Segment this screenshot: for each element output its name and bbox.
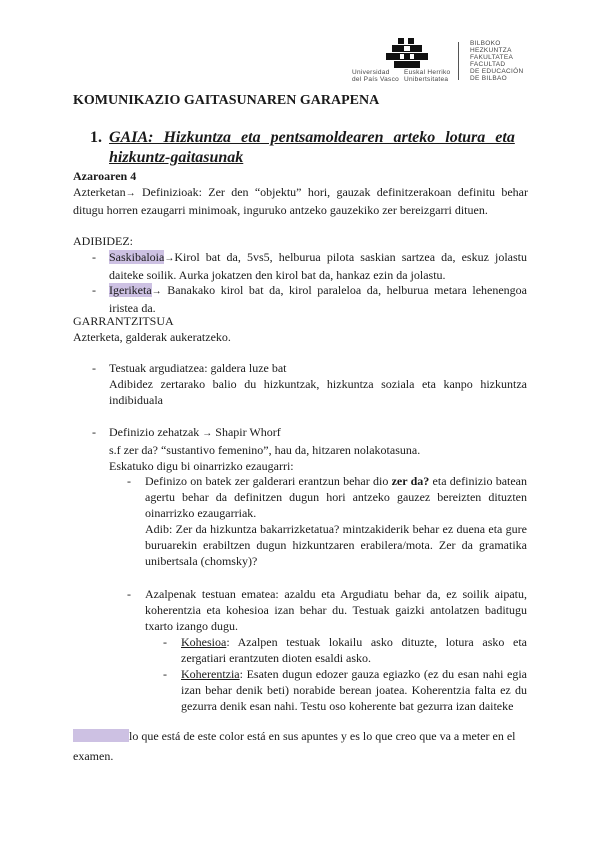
example-term-igeriketa: Igeriketa bbox=[109, 283, 152, 297]
section-number: 1. bbox=[90, 129, 102, 146]
example-text-1: Kirol bat da, 5vs5, helburua pilota saskian sartzea da, eskuz jolastu bbox=[174, 250, 527, 264]
document-title: KOMUNIKAZIO GAITASUNAREN GARAPENA bbox=[73, 93, 380, 108]
definizo-text-c: eta definizio batean bbox=[429, 474, 528, 488]
faculty-name bbox=[470, 40, 550, 82]
kohesioa-text-2: zergatiari erantzuten dioten esaldi asko. bbox=[181, 651, 372, 665]
adibidez-label: ADIBIDEZ: bbox=[73, 234, 133, 248]
azalpenak-line1: Azalpenak testuan ematea: azaldu eta Argudiatu behar da, ez soilik aipatu, bbox=[145, 587, 527, 601]
definizo-line5: buruarekin erabiltzen dugun hizkuntzaren erabilera/mota. Zer da gramatika bbox=[145, 538, 527, 552]
bullet-testuak-line2: Adibidez zertarako balio du hizkuntzak, hizkuntza soziala eta kanpo hizkuntza bbox=[109, 377, 527, 391]
list-dash: - bbox=[163, 635, 167, 649]
azterketan-text-1: Definizioak: Zer den “objektu” hori, gauzak definitzerakoan definitu behar bbox=[135, 185, 528, 199]
definizio-line2: s.f zer da? “sustantivo femenino”, hau da, hitzaren nolakotasuna. bbox=[109, 443, 421, 457]
arrow-icon: → bbox=[151, 286, 162, 297]
arrow-icon: → bbox=[164, 253, 175, 264]
definizio-text-a: Definizio zehatzak bbox=[109, 425, 203, 439]
bullet-testuak-line3: indibiduala bbox=[109, 393, 163, 407]
definizo-text-b: zer da? bbox=[391, 474, 430, 488]
example-text-4: iristea da. bbox=[109, 301, 156, 315]
university-emblem-icon bbox=[384, 38, 430, 68]
kohesioa-text-1: : Azalpen testuak lokailu asko dituzte, lotura asko eta bbox=[226, 635, 527, 649]
color-legend-text bbox=[129, 728, 529, 744]
example-term-saskibaloia: Saskibaloia bbox=[109, 250, 165, 264]
koherentzia-term: Koherentzia bbox=[181, 667, 240, 681]
legend-line-2: examen. bbox=[73, 749, 114, 763]
definizo-text-a: Definizo on batek zer galderari erantzun behar dio bbox=[145, 474, 392, 488]
definizo-line6: unibertsala (chomsky)? bbox=[145, 554, 258, 568]
sub-bullet-azalpenak bbox=[145, 586, 527, 634]
university-name-es-1: Universidad bbox=[352, 69, 390, 76]
faculty-line-0: BILBOKO bbox=[470, 40, 501, 47]
header-divider bbox=[458, 42, 459, 80]
arrow-icon: → bbox=[125, 188, 136, 199]
faculty-line-2: FAKULTATEA bbox=[470, 54, 514, 61]
bullet-definizio bbox=[109, 424, 527, 474]
definizo-line4: Adib: Zer da hizkuntza bakarrizketatua? mintzakiderik behar ez duena eta gure bbox=[145, 522, 527, 536]
sub-bullet-definizo bbox=[145, 473, 527, 569]
section-heading-line2: hizkuntz-gaitasunak bbox=[109, 149, 244, 166]
definizo-line3: oinarrizko ezaugarriak. bbox=[145, 506, 257, 520]
university-name-eu-1: Euskal Herriko bbox=[404, 69, 451, 76]
definizio-text-b: Shapir Whorf bbox=[212, 425, 281, 439]
definizio-line3: Eskatuko digu bi oinarrizko ezaugarri: bbox=[109, 459, 294, 473]
bullet-testuak-line1: Testuak argudiatzea: galdera luze bat bbox=[109, 361, 287, 375]
koherentzia-text-1: : Esaten dugun edozer gauza egiazko (ez du esan nahi egia bbox=[239, 667, 527, 681]
example-igeriketa bbox=[109, 282, 527, 316]
azterketan-text-2: ditugu horren ezaugarri minimoak, inguruko antzeko gauzekiko zer bereizgarri dituen. bbox=[73, 203, 488, 217]
section-heading-line1: GAIA: Hizkuntza eta pentsamoldearen arteko lotura eta bbox=[109, 129, 515, 146]
list-dash: - bbox=[92, 425, 96, 439]
faculty-line-4: DE EDUCACIÓN bbox=[470, 68, 524, 75]
legend-line-1: lo que está de este color está en sus apuntes y es lo que creo que va a meter en el bbox=[129, 729, 516, 743]
koherentzia-text-3: gezurra denik esan nahi. Testu oso koherente bat gezurra izan daiteke bbox=[181, 699, 514, 713]
azalpenak-line3: txarto izango dugu. bbox=[145, 619, 238, 633]
list-dash: - bbox=[92, 250, 96, 264]
kohesioa-term: Kohesioa bbox=[181, 635, 227, 649]
garrantzitsua-text: Azterketa, galderak aukeratzeko. bbox=[73, 330, 231, 344]
color-legend-swatch bbox=[73, 729, 129, 742]
azterketan-label: Azterketan bbox=[73, 185, 126, 199]
list-dash: - bbox=[92, 361, 96, 375]
list-dash: - bbox=[127, 587, 131, 601]
azterketan-paragraph bbox=[73, 184, 528, 218]
sub-sub-bullet-kohesioa bbox=[181, 634, 527, 666]
faculty-line-5: DE BILBAO bbox=[470, 75, 508, 82]
koherentzia-text-2: izan behar denik beti) norabide berean joatea. Koherentzia falta ez du bbox=[181, 683, 527, 697]
list-dash: - bbox=[127, 474, 131, 488]
example-saskibaloia bbox=[109, 249, 527, 283]
example-text-3: Banakako kirol bat da, kirol paraleloa da, helburua metara lehenengoa bbox=[161, 283, 527, 297]
list-dash: - bbox=[92, 283, 96, 297]
list-dash: - bbox=[163, 667, 167, 681]
definizo-line2: agertu behar da definitzen dugun hori antzeko gauzez bereizten dituzten bbox=[145, 490, 527, 504]
university-name-eu-2: Unibertsitatea bbox=[404, 76, 449, 83]
bullet-testuak bbox=[109, 360, 527, 408]
example-text-2: daiteke soilik. Aurka jokatzen den kirol bat da, hankaz ezin da jolastu. bbox=[109, 268, 446, 282]
sub-sub-bullet-koherentzia bbox=[181, 666, 527, 714]
university-name-es-2: del País Vasco bbox=[352, 76, 400, 83]
azalpenak-line2: koherentzia eta kohesioa izan behar du. Testuak gaizki antolatzen baditugu bbox=[145, 603, 527, 617]
faculty-line-1: HEZKUNTZA bbox=[470, 47, 512, 54]
faculty-line-3: FACULTAD bbox=[470, 61, 506, 68]
arrow-icon: → bbox=[202, 428, 213, 439]
university-logo bbox=[352, 38, 452, 82]
date-label: Azaroaren 4 bbox=[73, 169, 137, 183]
garrantzitsua-label: GARRANTZITSUA bbox=[73, 314, 174, 328]
